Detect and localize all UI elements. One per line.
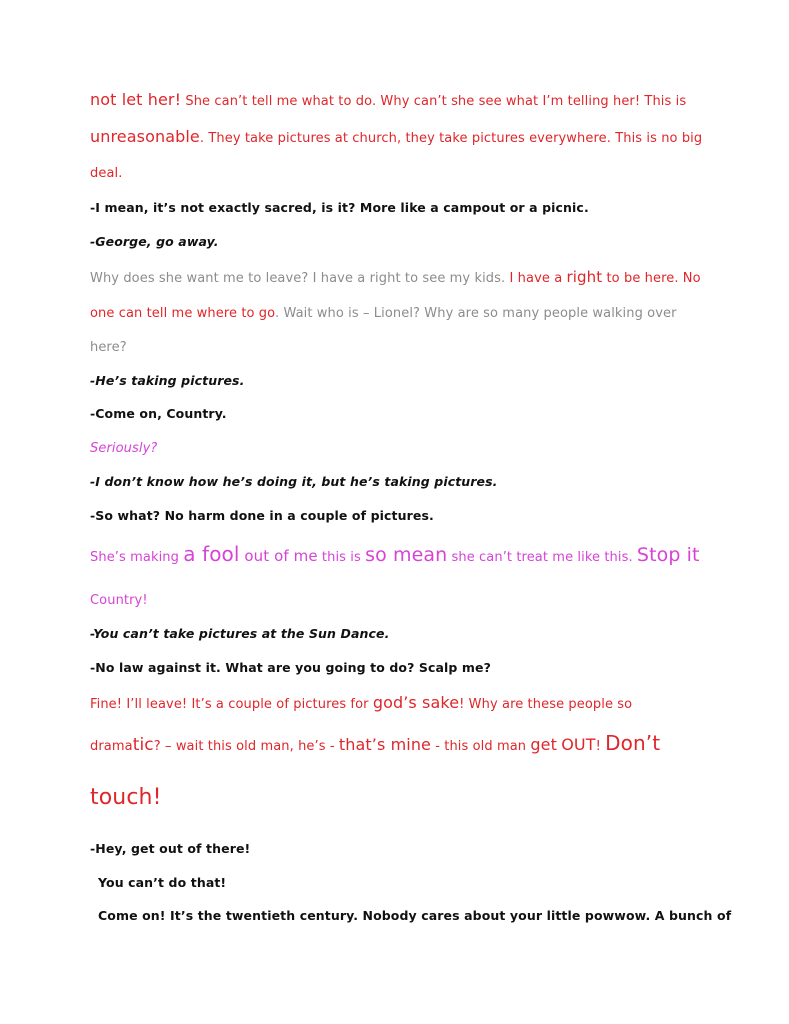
body-text: She can’t tell me what to do. Why can’t she see what I’m telling her! This is	[181, 94, 687, 109]
emphasis-text: Stop it	[636, 544, 700, 566]
body-text: one can tell me where to go	[90, 306, 275, 321]
paragraph-line: Seriously?	[90, 441, 158, 456]
emphasis-text: a fool	[183, 542, 240, 566]
dialogue-line: Come on! It’s the twentieth century. Nobody cares about your little powwow. A bunch of	[98, 908, 732, 923]
body-text: drama	[90, 739, 133, 754]
dialogue-line: -He’s taking pictures.	[90, 373, 245, 388]
body-text: out of me	[239, 547, 318, 565]
body-text: . Wait who is – Lionel? Why are so many people walking over	[274, 306, 677, 321]
body-text: ? – wait this old man, he’s -	[153, 739, 339, 754]
paragraph-line	[90, 544, 700, 565]
emphasis-text: that’s mine	[338, 735, 432, 754]
paragraph-line: touch!	[90, 785, 162, 810]
emphasis-text: god’s sake	[372, 693, 460, 712]
dialogue-line: You can’t do that!	[98, 875, 227, 890]
dialogue-line: -No law against it. What are you going to do? Scalp me?	[90, 660, 491, 675]
emphasis-text: tic	[132, 735, 154, 755]
emphasis-text: right	[566, 268, 603, 286]
paragraph-line	[90, 307, 677, 320]
body-text: . They take pictures at church, they take pictures everywhere. This is no big	[199, 131, 703, 146]
paragraph-line: Country!	[90, 593, 148, 608]
dialogue-line: -You can’t take pictures at the Sun Dance.	[90, 626, 390, 641]
body-text: ! Why are these people so	[459, 697, 633, 712]
paragraph-line	[90, 733, 660, 754]
dialogue-line: -Hey, get out of there!	[90, 841, 251, 856]
emphasis-text: not let her!	[90, 90, 182, 109]
paragraph-line	[90, 129, 702, 145]
body-text: I have a	[509, 271, 567, 286]
body-text: Fine! I’ll leave! It’s a couple of pictures for	[90, 697, 373, 712]
body-text: this is	[317, 550, 366, 565]
dialogue-line: -Come on, Country.	[90, 406, 227, 421]
paragraph-line	[90, 92, 686, 108]
body-text: She’s making	[90, 550, 184, 565]
emphasis-text: Don’t	[605, 731, 661, 755]
dialogue-line: -I mean, it’s not exactly sacred, is it? More like a campout or a picnic.	[90, 200, 589, 215]
emphasis-text: unreasonable	[90, 127, 200, 146]
emphasis-text: so mean	[365, 544, 448, 566]
body-text: Why does she want me to leave? I have a right to see my kids.	[90, 271, 510, 286]
paragraph-line	[90, 695, 632, 711]
dialogue-line: -So what? No harm done in a couple of pictures.	[90, 508, 434, 523]
body-text: she can’t treat me like this.	[447, 550, 637, 565]
paragraph-line: here?	[90, 340, 127, 355]
paragraph-line: deal.	[90, 166, 123, 181]
dialogue-line: -George, go away.	[90, 234, 219, 249]
emphasis-text: OUT	[561, 735, 596, 754]
body-text: - this old man	[431, 739, 531, 754]
paragraph-line	[90, 270, 701, 285]
body-text: !	[595, 739, 606, 754]
dialogue-line: -I don’t know how he’s doing it, but he’s taking pictures.	[90, 474, 498, 489]
body-text: to be here. No	[602, 271, 701, 286]
emphasis-text: get	[530, 735, 557, 754]
